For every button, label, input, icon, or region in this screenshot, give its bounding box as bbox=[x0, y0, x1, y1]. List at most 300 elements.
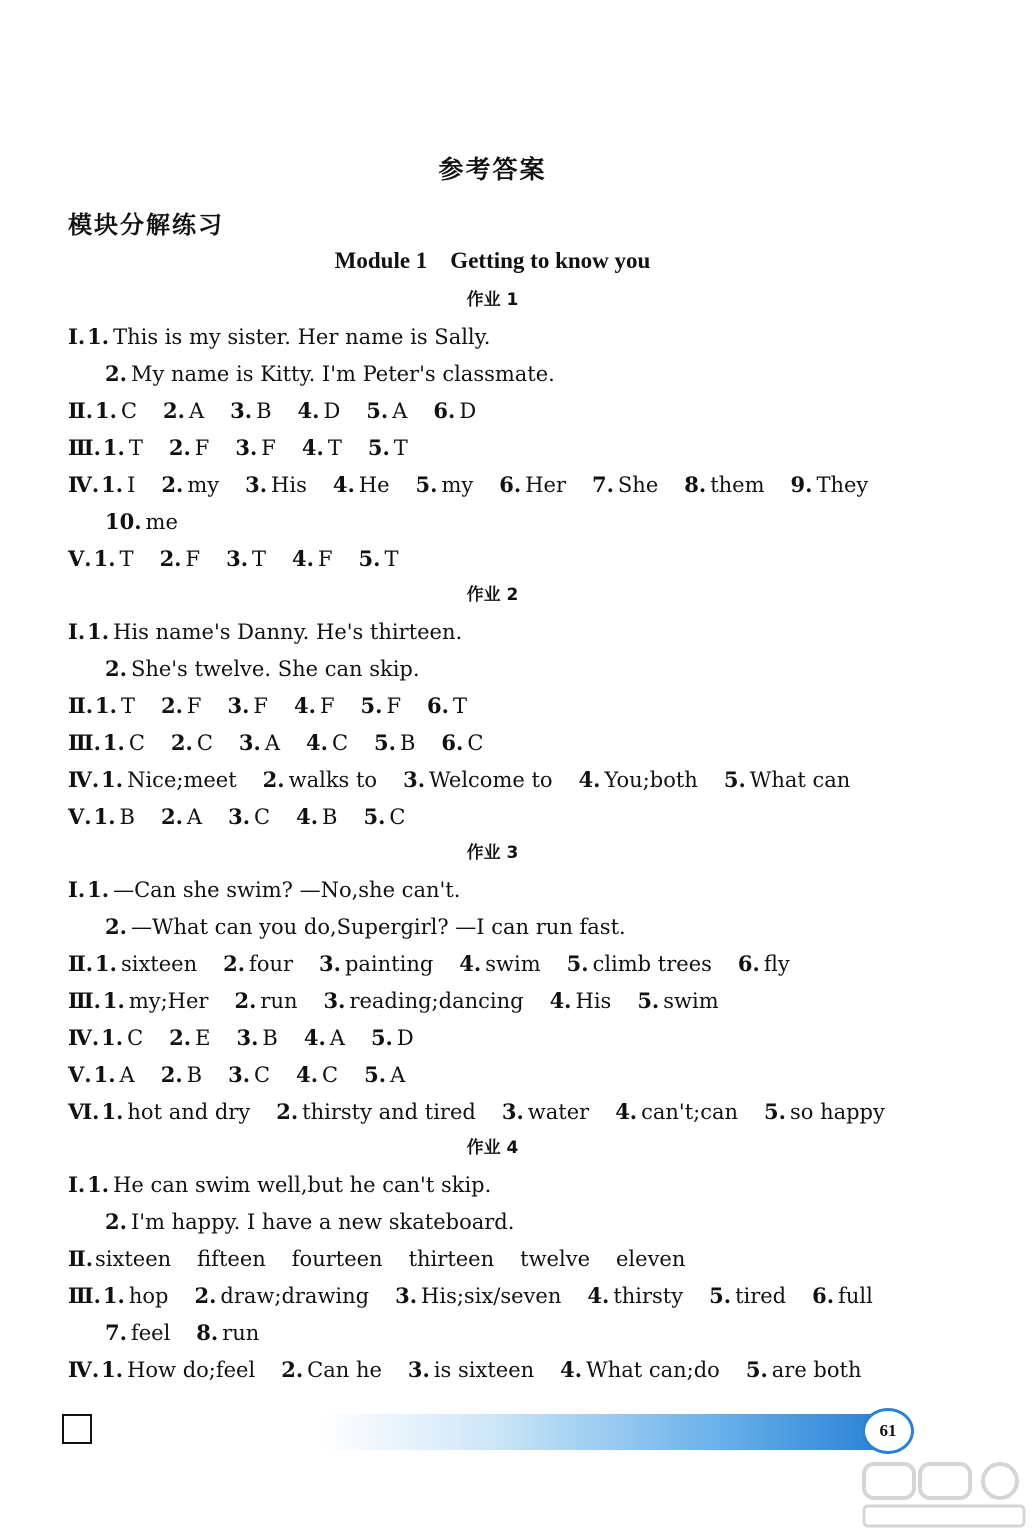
answer-item bbox=[235, 436, 276, 460]
item-answer: F bbox=[185, 547, 201, 571]
item-number: 2. bbox=[262, 767, 285, 792]
answer-item bbox=[105, 657, 420, 681]
answer-item bbox=[87, 325, 490, 349]
item-answer: are both bbox=[771, 1358, 862, 1382]
answer-item bbox=[87, 620, 462, 644]
answer-item bbox=[791, 473, 869, 497]
item-number: 4. bbox=[303, 1025, 326, 1050]
roman-numeral: Ⅰ. bbox=[68, 1172, 86, 1197]
answer-item bbox=[105, 1321, 170, 1345]
answer-item bbox=[395, 1284, 561, 1308]
answer-item bbox=[764, 1100, 885, 1124]
item-answer: F bbox=[317, 547, 333, 571]
answer-item bbox=[364, 1063, 405, 1087]
item-answer: thirsty and tired bbox=[302, 1100, 476, 1124]
answer-item bbox=[161, 694, 202, 718]
answer-item bbox=[101, 1358, 255, 1382]
item-number: 3. bbox=[403, 767, 426, 792]
item-answer: B bbox=[119, 805, 135, 829]
item-number: 2. bbox=[105, 1209, 127, 1234]
roman-numeral: Ⅱ. bbox=[68, 398, 94, 423]
item-answer: F bbox=[186, 694, 202, 718]
item-answer: fifteen bbox=[197, 1247, 266, 1271]
item-number: 1. bbox=[102, 988, 125, 1013]
item-answer: T bbox=[384, 547, 399, 571]
item-number: 8. bbox=[684, 472, 707, 497]
answer-item bbox=[579, 768, 698, 792]
item-number: 6. bbox=[812, 1283, 835, 1308]
item-number: 1. bbox=[95, 693, 117, 718]
item-answer: water bbox=[527, 1100, 590, 1124]
answer-line bbox=[68, 945, 928, 982]
item-number: 2. bbox=[160, 804, 183, 829]
item-answer: feel bbox=[130, 1321, 171, 1345]
answer-line bbox=[68, 1240, 928, 1277]
answer-item bbox=[292, 547, 333, 571]
item-number: 5. bbox=[745, 1357, 768, 1382]
roman-numeral: Ⅲ. bbox=[68, 435, 101, 460]
item-answer: They bbox=[816, 473, 869, 497]
answer-line bbox=[68, 761, 928, 798]
answer-item bbox=[294, 694, 335, 718]
item-number: 2. bbox=[160, 1062, 183, 1087]
item-number: 1. bbox=[101, 472, 124, 497]
answer-item bbox=[101, 1026, 143, 1050]
item-answer: F bbox=[261, 436, 276, 460]
roman-numeral: Ⅰ. bbox=[68, 877, 86, 902]
item-number: 4. bbox=[459, 951, 482, 976]
item-number: 2. bbox=[234, 988, 257, 1013]
item-answer: swim bbox=[663, 989, 719, 1013]
item-number: 3. bbox=[319, 951, 341, 976]
answer-line bbox=[68, 798, 928, 835]
item-number: 3. bbox=[228, 1062, 251, 1087]
item-number: 1. bbox=[93, 804, 116, 829]
item-answer: His bbox=[575, 989, 612, 1013]
item-answer: D bbox=[459, 399, 477, 423]
item-answer: He can swim well,but he can't skip. bbox=[113, 1173, 492, 1197]
item-number: 9. bbox=[790, 472, 813, 497]
answer-item bbox=[333, 473, 390, 497]
homework-title: 作业 3 bbox=[466, 843, 519, 863]
item-number: 5. bbox=[363, 804, 386, 829]
item-answer: my bbox=[187, 473, 220, 497]
item-number: 5. bbox=[764, 1099, 786, 1124]
answer-item bbox=[239, 731, 280, 755]
item-number: 4. bbox=[549, 988, 572, 1013]
answer-line bbox=[68, 466, 928, 503]
item-number: 3. bbox=[228, 804, 251, 829]
item-answer: C bbox=[127, 1026, 144, 1050]
answer-item bbox=[371, 1026, 414, 1050]
item-answer: She's twelve. She can skip. bbox=[130, 657, 420, 681]
item-answer: How do;feel bbox=[127, 1358, 256, 1382]
item-number: 3. bbox=[245, 472, 268, 497]
answer-line bbox=[68, 1203, 928, 1240]
item-answer: —Can she swim? —No,she can't. bbox=[113, 878, 461, 902]
item-answer: T bbox=[327, 436, 342, 460]
answer-item bbox=[709, 1284, 786, 1308]
item-answer: A bbox=[119, 1063, 135, 1087]
answer-item bbox=[163, 399, 204, 423]
item-number: 1. bbox=[101, 1099, 124, 1124]
answer-item bbox=[101, 1100, 250, 1124]
answer-item bbox=[812, 1284, 873, 1308]
answer-item bbox=[427, 694, 467, 718]
answer-item bbox=[105, 1210, 514, 1234]
item-number: 7. bbox=[105, 1320, 127, 1345]
item-answer: T bbox=[119, 547, 134, 571]
item-answer: sixteen bbox=[120, 952, 198, 976]
item-answer: E bbox=[195, 1026, 211, 1050]
item-answer: D bbox=[396, 1026, 414, 1050]
footer-bar bbox=[320, 1414, 880, 1450]
answer-item bbox=[276, 1100, 476, 1124]
answer-item bbox=[560, 1358, 720, 1382]
item-answer: C bbox=[128, 731, 145, 755]
answer-item bbox=[234, 989, 297, 1013]
item-answer: A bbox=[329, 1026, 345, 1050]
homework-title: 作业 4 bbox=[466, 1138, 519, 1158]
item-answer: C bbox=[322, 1063, 339, 1087]
answer-item bbox=[296, 805, 337, 829]
answer-line bbox=[68, 650, 928, 687]
item-answer: A bbox=[392, 399, 408, 423]
roman-numeral: Ⅲ. bbox=[68, 730, 101, 755]
item-number: 3. bbox=[238, 730, 261, 755]
answer-item bbox=[615, 1100, 738, 1124]
item-answer: —What can you do,Supergirl? —I can run fast. bbox=[130, 915, 626, 939]
item-answer: F bbox=[386, 694, 402, 718]
answer-item bbox=[160, 547, 201, 571]
corner-box bbox=[62, 1414, 92, 1444]
answer-line bbox=[68, 429, 928, 466]
item-number: 3. bbox=[226, 546, 249, 571]
answer-item bbox=[103, 436, 143, 460]
item-number: 2. bbox=[223, 951, 246, 976]
answer-item bbox=[94, 1063, 135, 1087]
item-number: 10. bbox=[105, 509, 142, 534]
answer-item bbox=[567, 952, 712, 976]
item-answer: T bbox=[128, 436, 143, 460]
answer-item bbox=[103, 1284, 169, 1308]
item-number: 2. bbox=[168, 435, 191, 460]
item-answer: C bbox=[331, 731, 349, 755]
item-number: 6. bbox=[427, 693, 449, 718]
item-number: 5. bbox=[360, 693, 383, 718]
item-number: 4. bbox=[297, 398, 320, 423]
answer-line bbox=[68, 540, 928, 577]
answer-item bbox=[724, 768, 851, 792]
answer-item bbox=[298, 399, 341, 423]
item-number: 6. bbox=[433, 398, 456, 423]
item-answer: B bbox=[186, 1063, 203, 1087]
item-answer: them bbox=[710, 473, 765, 497]
roman-numeral: Ⅲ. bbox=[68, 1283, 101, 1308]
item-number: 2. bbox=[161, 472, 184, 497]
item-number: 5. bbox=[370, 1025, 393, 1050]
item-number: 1. bbox=[102, 730, 125, 755]
answer-item bbox=[363, 805, 405, 829]
item-number: 1. bbox=[102, 1283, 125, 1308]
answer-item bbox=[361, 694, 402, 718]
item-number: 6. bbox=[737, 951, 760, 976]
item-number: 3. bbox=[501, 1099, 524, 1124]
answer-item bbox=[306, 731, 348, 755]
item-answer: This is my sister. Her name is Sally. bbox=[113, 325, 491, 349]
item-answer: C bbox=[467, 731, 484, 755]
item-number: 4. bbox=[306, 730, 328, 755]
answer-item bbox=[103, 731, 145, 755]
item-number: 7. bbox=[591, 472, 614, 497]
answer-item bbox=[94, 547, 134, 571]
page-title: 参考答案 bbox=[438, 155, 547, 184]
answer-item bbox=[684, 473, 764, 497]
answer-item bbox=[196, 1321, 259, 1345]
homework-title: 作业 2 bbox=[466, 585, 519, 605]
roman-numeral: Ⅰ. bbox=[68, 324, 86, 349]
answer-line bbox=[68, 687, 928, 724]
answer-item bbox=[616, 1247, 685, 1271]
item-answer: twelve bbox=[520, 1247, 590, 1271]
item-number: 4. bbox=[292, 546, 314, 571]
answer-item bbox=[103, 989, 209, 1013]
answer-item bbox=[587, 1284, 683, 1308]
answer-item bbox=[302, 436, 342, 460]
item-number: 2. bbox=[159, 546, 182, 571]
item-answer: thirsty bbox=[613, 1284, 684, 1308]
answer-line bbox=[68, 613, 928, 650]
item-answer: F bbox=[194, 436, 210, 460]
roman-numeral: Ⅴ. bbox=[68, 546, 92, 571]
answer-item bbox=[227, 694, 268, 718]
item-answer: painting bbox=[344, 952, 434, 976]
item-answer: A bbox=[264, 731, 281, 755]
item-number: 3. bbox=[323, 988, 346, 1013]
answer-item bbox=[228, 805, 270, 829]
answer-item bbox=[95, 952, 197, 976]
item-number: 2. bbox=[276, 1099, 299, 1124]
answer-line bbox=[68, 503, 928, 540]
module-title: Module 1 Getting to know you bbox=[334, 248, 651, 273]
item-number: 5. bbox=[415, 472, 438, 497]
item-answer: F bbox=[319, 694, 335, 718]
answer-item bbox=[441, 731, 483, 755]
item-number: 1. bbox=[87, 1172, 110, 1197]
answer-item bbox=[592, 473, 658, 497]
item-answer: swim bbox=[485, 952, 541, 976]
item-number: 1. bbox=[93, 546, 116, 571]
item-number: 5. bbox=[723, 767, 746, 792]
item-number: 5. bbox=[566, 951, 589, 976]
answer-line bbox=[68, 1166, 928, 1203]
roman-numeral: Ⅵ. bbox=[68, 1099, 100, 1124]
item-answer: A bbox=[188, 399, 205, 423]
answer-item bbox=[281, 1358, 382, 1382]
item-number: 4. bbox=[560, 1357, 583, 1382]
answer-item bbox=[292, 1247, 383, 1271]
answer-item bbox=[433, 399, 476, 423]
item-answer: A bbox=[390, 1063, 406, 1087]
answer-item bbox=[359, 547, 399, 571]
item-number: 5. bbox=[709, 1283, 732, 1308]
answer-item bbox=[637, 989, 718, 1013]
item-answer: T bbox=[252, 547, 267, 571]
item-number: 5. bbox=[358, 546, 381, 571]
answer-item bbox=[95, 694, 135, 718]
answer-item bbox=[94, 805, 135, 829]
item-number: 4. bbox=[301, 435, 324, 460]
item-number: 4. bbox=[332, 472, 355, 497]
item-answer: reading;dancing bbox=[349, 989, 524, 1013]
answer-item bbox=[101, 473, 135, 497]
item-number: 3. bbox=[407, 1357, 430, 1382]
item-answer: run bbox=[260, 989, 298, 1013]
item-answer: I'm happy. I have a new skateboard. bbox=[130, 1210, 515, 1234]
section-title: 模块分解练习 bbox=[68, 211, 224, 239]
answer-item bbox=[374, 731, 415, 755]
page-number: 61 bbox=[862, 1408, 914, 1454]
item-answer: my;Her bbox=[128, 989, 209, 1013]
item-number: 1. bbox=[95, 398, 117, 423]
item-answer: tired bbox=[735, 1284, 787, 1308]
item-number: 2. bbox=[163, 398, 185, 423]
item-number: 1. bbox=[93, 1062, 116, 1087]
item-answer: His;six/seven bbox=[421, 1284, 562, 1308]
answer-line bbox=[68, 1351, 928, 1388]
item-answer: His bbox=[271, 473, 307, 497]
item-answer: What can bbox=[749, 768, 851, 792]
item-number: 1. bbox=[101, 1357, 124, 1382]
roman-numeral: Ⅱ. bbox=[68, 693, 94, 718]
answer-item bbox=[95, 399, 137, 423]
item-answer: eleven bbox=[616, 1247, 686, 1271]
item-answer: hop bbox=[128, 1284, 169, 1308]
answer-item bbox=[324, 989, 524, 1013]
item-answer: His name's Danny. He's thirteen. bbox=[113, 620, 463, 644]
answer-line bbox=[68, 982, 928, 1019]
answer-item bbox=[236, 1026, 277, 1050]
item-number: 3. bbox=[227, 693, 250, 718]
item-answer: T bbox=[452, 694, 467, 718]
item-answer: What can;do bbox=[586, 1358, 720, 1382]
item-number: 1. bbox=[87, 877, 110, 902]
item-number: 4. bbox=[587, 1283, 610, 1308]
item-number: 1. bbox=[87, 619, 110, 644]
answer-item bbox=[87, 1173, 491, 1197]
roman-numeral: Ⅴ. bbox=[68, 804, 92, 829]
answer-item bbox=[502, 1100, 589, 1124]
item-answer: B bbox=[262, 1026, 278, 1050]
answer-item bbox=[101, 768, 237, 792]
item-answer: She bbox=[617, 473, 659, 497]
answer-item bbox=[245, 473, 307, 497]
item-answer: run bbox=[222, 1321, 260, 1345]
item-answer: sixteen bbox=[95, 1247, 172, 1271]
roman-numeral: Ⅳ. bbox=[68, 767, 100, 792]
roman-numeral: Ⅱ. bbox=[68, 951, 94, 976]
item-number: 3. bbox=[235, 435, 258, 460]
item-answer: C bbox=[120, 399, 138, 423]
item-answer: fourteen bbox=[291, 1247, 383, 1271]
item-answer: hot and dry bbox=[127, 1100, 251, 1124]
item-answer: is sixteen bbox=[433, 1358, 535, 1382]
answer-item bbox=[304, 1026, 345, 1050]
item-answer: T bbox=[120, 694, 135, 718]
item-answer: fly bbox=[763, 952, 790, 976]
item-answer: so happy bbox=[789, 1100, 885, 1124]
item-answer: B bbox=[322, 805, 338, 829]
item-number: 4. bbox=[296, 1062, 319, 1087]
answer-item bbox=[403, 768, 552, 792]
item-answer: Her bbox=[525, 473, 566, 497]
item-number: 6. bbox=[499, 472, 522, 497]
item-answer: C bbox=[389, 805, 406, 829]
answer-item bbox=[105, 510, 178, 534]
answer-item bbox=[161, 805, 202, 829]
item-number: 5. bbox=[364, 1062, 387, 1087]
item-answer: Welcome to bbox=[429, 768, 553, 792]
answer-item bbox=[194, 1284, 369, 1308]
answer-item bbox=[105, 915, 626, 939]
item-number: 3. bbox=[395, 1283, 418, 1308]
item-number: 5. bbox=[366, 398, 389, 423]
item-number: 5. bbox=[637, 988, 660, 1013]
item-number: 2. bbox=[169, 1025, 192, 1050]
item-answer: You;both bbox=[604, 768, 698, 792]
item-answer: draw;drawing bbox=[220, 1284, 370, 1308]
roman-numeral: Ⅱ. bbox=[68, 1246, 94, 1271]
roman-numeral: Ⅳ. bbox=[68, 1025, 100, 1050]
roman-numeral: Ⅴ. bbox=[68, 1062, 92, 1087]
answer-item bbox=[230, 399, 271, 423]
answer-item bbox=[550, 989, 612, 1013]
item-answer: He bbox=[358, 473, 390, 497]
answer-item bbox=[319, 952, 433, 976]
item-number: 3. bbox=[230, 398, 253, 423]
answer-item bbox=[226, 547, 266, 571]
answer-line bbox=[68, 318, 928, 355]
answer-item bbox=[746, 1358, 862, 1382]
answer-item bbox=[416, 473, 474, 497]
item-answer: B bbox=[256, 399, 272, 423]
item-answer: can't;can bbox=[641, 1100, 739, 1124]
item-number: 4. bbox=[615, 1099, 638, 1124]
answer-item bbox=[95, 1247, 171, 1271]
item-number: 4. bbox=[296, 804, 319, 829]
homework-title: 作业 1 bbox=[466, 290, 519, 310]
item-number: 4. bbox=[294, 693, 316, 718]
answer-item bbox=[263, 768, 377, 792]
item-answer: four bbox=[249, 952, 294, 976]
item-number: 5. bbox=[374, 730, 396, 755]
item-answer: thirteen bbox=[408, 1247, 495, 1271]
answer-line bbox=[68, 1314, 928, 1351]
answer-line bbox=[68, 1019, 928, 1056]
answer-line bbox=[68, 908, 928, 945]
item-answer: A bbox=[186, 805, 203, 829]
answer-item bbox=[296, 1063, 338, 1087]
answer-item bbox=[171, 731, 213, 755]
answer-line bbox=[68, 724, 928, 761]
roman-numeral: Ⅳ. bbox=[68, 472, 100, 497]
answer-line bbox=[68, 392, 928, 429]
item-answer: T bbox=[393, 436, 408, 460]
answer-item bbox=[105, 362, 555, 386]
item-number: 6. bbox=[441, 730, 464, 755]
item-answer: my bbox=[441, 473, 474, 497]
item-answer: climb trees bbox=[592, 952, 712, 976]
